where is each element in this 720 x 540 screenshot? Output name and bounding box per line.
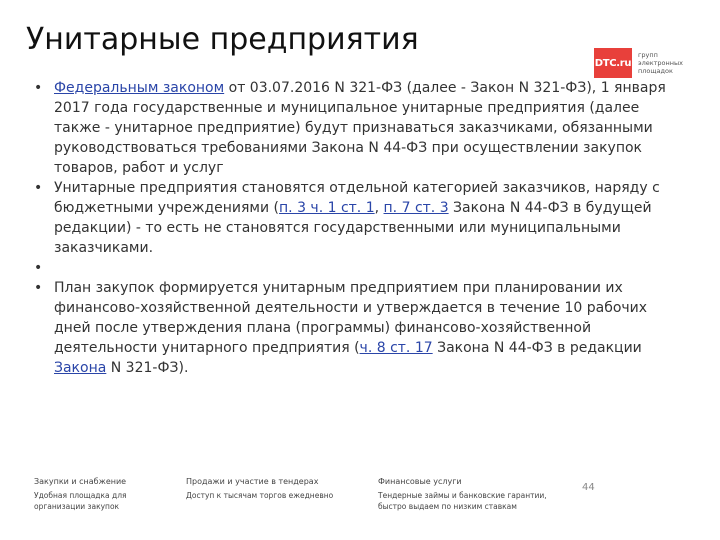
logo-mark: DTC.ru [594, 48, 632, 78]
logo-caption-line: площадок [638, 67, 673, 75]
federal-law-link[interactable]: Федеральным законом [54, 80, 225, 96]
footer-finance[interactable] [378, 476, 547, 512]
footer-desc: Удобная площадка для [34, 491, 127, 500]
article-link[interactable]: п. 7 ст. 3 [383, 200, 449, 216]
bullet-list [34, 78, 686, 378]
logo-caption-line: электронных [638, 59, 684, 67]
bullet-marker: • [34, 260, 43, 276]
footer-desc: организации закупок [34, 502, 120, 511]
footer-desc: Тендерные займы и банковские гарантии, [378, 491, 547, 500]
bullet-marker: • [34, 280, 43, 296]
article-link[interactable]: п. 3 ч. 1 ст. 1 [279, 200, 375, 216]
bullet-text: от 03.07.2016 N 321-ФЗ (далее - Закон N 321-ФЗ), 1 января 2017 года государственные и муниципальное унитарные предприятия (далее также - унитарное предприятие) будут признаваться заказчиками, обязанными руководствоваться требованиями Закона N 44-ФЗ при осуществлении закупок товаров, работ и услуг [54, 80, 666, 176]
bullet-marker: • [34, 80, 43, 96]
bullet-text: Унитарные предприятия становятся отдельной категорией заказчиков, наряду с бюджетными учреждениями ( [54, 180, 660, 216]
bullet-text: N 321-ФЗ). [106, 360, 189, 376]
bullet-marker: • [34, 180, 43, 196]
slide-title: Унитарные предприятия [26, 22, 419, 57]
logo-caption [638, 51, 686, 75]
footer-sales[interactable] [186, 476, 333, 501]
footer-title: Закупки и снабжение [34, 477, 127, 486]
law-link[interactable]: Закона [54, 360, 107, 376]
bullet-text: Закона N 44-ФЗ в редакции [432, 340, 642, 356]
footer-procurement[interactable] [34, 476, 127, 512]
page-number: 44 [582, 482, 595, 493]
bullet-text: , [374, 200, 384, 216]
footer-title: Финансовые услуги [378, 477, 462, 486]
dtc-logo[interactable] [594, 48, 686, 78]
footer-desc: быстро выдаем по низким ставкам [378, 502, 517, 511]
logo-caption-line: групп [638, 51, 658, 59]
footer-desc: Доступ к тысячам торгов ежедневно [186, 491, 334, 500]
bullet-item [34, 78, 686, 178]
article-link[interactable]: ч. 8 ст. 17 [359, 340, 433, 356]
bullet-item-empty [34, 258, 686, 278]
bullet-text: Закона N 44-ФЗ в будущей редакции) - то есть не становятся государственными или муниципальными заказчиками. [54, 200, 652, 256]
bullet-text: План закупок формируется унитарным предприятием при планировании их финансово-хозяйственной деятельности и утверждается в течение 10 рабочих дней после утверждения плана (программы) финансово-хозяйственной деятельности унитарного предприятия ( [54, 280, 648, 356]
bullet-item [34, 278, 686, 378]
footer-title: Продажи и участие в тендерах [186, 477, 319, 486]
bullet-item [34, 178, 686, 258]
